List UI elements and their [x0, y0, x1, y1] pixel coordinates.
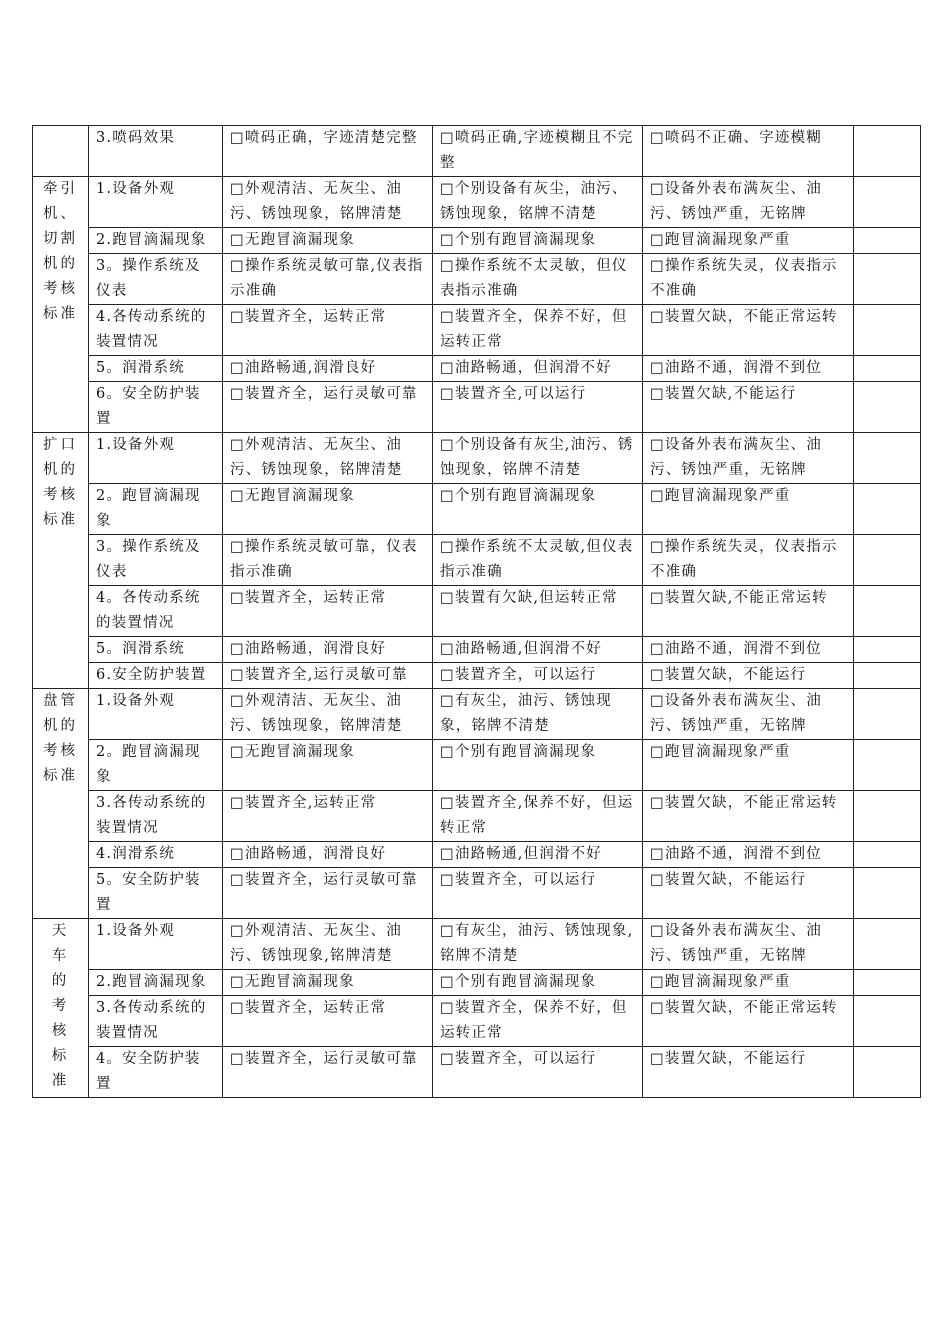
table-row — [33, 126, 921, 177]
fair-cell: □个别设备有灰尘，油污、锈蚀现象，铭牌不清楚 — [433, 177, 643, 228]
good-cell: □无跑冒滴漏现象 — [223, 970, 433, 996]
fair-cell: □喷码正确,字迹模糊且不完整 — [433, 126, 643, 177]
table-row — [33, 305, 921, 356]
score-cell — [854, 1047, 921, 1098]
good-cell: □装置齐全，运行灵敏可靠 — [223, 1047, 433, 1098]
score-cell — [854, 433, 921, 484]
score-cell — [854, 740, 921, 791]
score-cell — [854, 663, 921, 689]
poor-cell: □跑冒滴漏现象严重 — [643, 970, 854, 996]
fair-cell: □油路畅通，但润滑不好 — [433, 356, 643, 382]
poor-cell: □跑冒滴漏现象严重 — [643, 228, 854, 254]
item-cell: 5。润滑系统 — [89, 637, 223, 663]
score-cell — [854, 689, 921, 740]
fair-cell: □装置齐全，保养不好，但运转正常 — [433, 996, 643, 1047]
item-cell: 4。各传动系统的装置情况 — [89, 586, 223, 637]
poor-cell: □油路不通，润滑不到位 — [643, 842, 854, 868]
table-row — [33, 535, 921, 586]
poor-cell: □操作系统失灵，仪表指示不准确 — [643, 535, 854, 586]
score-cell — [854, 637, 921, 663]
group-title-cell: 盘管机的考核标准 — [33, 689, 89, 919]
score-cell — [854, 919, 921, 970]
table-row — [33, 382, 921, 433]
item-cell: 1.设备外观 — [89, 177, 223, 228]
table-row — [33, 663, 921, 689]
good-cell: □装置齐全，运转正常 — [223, 996, 433, 1047]
fair-cell: □操作系统不太灵敏，但仪表指示准确 — [433, 254, 643, 305]
table-row — [33, 484, 921, 535]
poor-cell: □装置欠缺，不能运行 — [643, 663, 854, 689]
table-row — [33, 1047, 921, 1098]
good-cell: □无跑冒滴漏现象 — [223, 484, 433, 535]
table-row — [33, 996, 921, 1047]
item-cell: 3。操作系统及仪表 — [89, 535, 223, 586]
good-cell: □喷码正确，字迹清楚完整 — [223, 126, 433, 177]
fair-cell: □装置有欠缺,但运转正常 — [433, 586, 643, 637]
good-cell: □操作系统灵敏可靠,仪表指示准确 — [223, 254, 433, 305]
table-row — [33, 637, 921, 663]
fair-cell: □装置齐全，可以运行 — [433, 663, 643, 689]
poor-cell: □装置欠缺，不能正常运转 — [643, 305, 854, 356]
group-title-cell: 牵引机、切割机的考核标准 — [33, 177, 89, 433]
item-cell: 6.安全防护装置 — [89, 663, 223, 689]
fair-cell: □装置齐全，可以运行 — [433, 868, 643, 919]
poor-cell: □装置欠缺，不能正常运转 — [643, 791, 854, 842]
fair-cell: □有灰尘，油污、锈蚀现象，铭牌不清楚 — [433, 689, 643, 740]
poor-cell: □跑冒滴漏现象严重 — [643, 484, 854, 535]
poor-cell: □装置欠缺，不能运行 — [643, 868, 854, 919]
good-cell: □油路畅通，润滑良好 — [223, 637, 433, 663]
poor-cell: □操作系统失灵，仪表指示不准确 — [643, 254, 854, 305]
item-cell: 3。操作系统及仪表 — [89, 254, 223, 305]
item-cell: 1.设备外观 — [89, 433, 223, 484]
fair-cell: □个别有跑冒滴漏现象 — [433, 740, 643, 791]
equipment-assessment-table — [32, 125, 921, 1098]
score-cell — [854, 484, 921, 535]
table-row — [33, 228, 921, 254]
table-row — [33, 919, 921, 970]
good-cell: □油路畅通,润滑良好 — [223, 356, 433, 382]
score-cell — [854, 382, 921, 433]
table-row — [33, 177, 921, 228]
score-cell — [854, 970, 921, 996]
score-cell — [854, 842, 921, 868]
poor-cell: □设备外表布满灰尘、油污、锈蚀严重，无铭牌 — [643, 689, 854, 740]
table-row — [33, 791, 921, 842]
fair-cell: □装置齐全，可以运行 — [433, 1047, 643, 1098]
good-cell: □装置齐全，运转正常 — [223, 586, 433, 637]
good-cell: □外观清洁、无灰尘、油污、锈蚀现象，铭牌清楚 — [223, 177, 433, 228]
table-row — [33, 586, 921, 637]
item-cell: 1.设备外观 — [89, 919, 223, 970]
fair-cell: □个别有跑冒滴漏现象 — [433, 484, 643, 535]
item-cell: 3.各传动系统的装置情况 — [89, 996, 223, 1047]
good-cell: □外观清洁、无灰尘、油污、锈蚀现象,铭牌清楚 — [223, 919, 433, 970]
poor-cell: □跑冒滴漏现象严重 — [643, 740, 854, 791]
group-title-cell: 扩口机的考核标准 — [33, 433, 89, 689]
poor-cell: □装置欠缺，不能正常运转 — [643, 996, 854, 1047]
item-cell: 2。跑冒滴漏现象 — [89, 484, 223, 535]
good-cell: □装置齐全，运行灵敏可靠 — [223, 382, 433, 433]
table-row — [33, 868, 921, 919]
group-title-cell: 天车的考核标准 — [33, 919, 89, 1098]
fair-cell: □操作系统不太灵敏,但仪表指示准确 — [433, 535, 643, 586]
fair-cell: □装置齐全,保养不好，但运转正常 — [433, 791, 643, 842]
score-cell — [854, 586, 921, 637]
table-row — [33, 356, 921, 382]
fair-cell: □个别有跑冒滴漏现象 — [433, 228, 643, 254]
fair-cell: □个别设备有灰尘,油污、锈蚀现象，铭牌不清楚 — [433, 433, 643, 484]
item-cell: 6。安全防护装置 — [89, 382, 223, 433]
fair-cell: □个别有跑冒滴漏现象 — [433, 970, 643, 996]
fair-cell: □有灰尘，油污、锈蚀现象,铭牌不清楚 — [433, 919, 643, 970]
score-cell — [854, 996, 921, 1047]
table-row — [33, 740, 921, 791]
score-cell — [854, 177, 921, 228]
good-cell: □装置齐全，运行灵敏可靠 — [223, 868, 433, 919]
table-row — [33, 842, 921, 868]
poor-cell: □设备外表布满灰尘、油污、锈蚀严重，无铭牌 — [643, 177, 854, 228]
item-cell: 3.喷码效果 — [89, 126, 223, 177]
table-row — [33, 254, 921, 305]
poor-cell: □设备外表布满灰尘、油污、锈蚀严重，无铭牌 — [643, 433, 854, 484]
table-row — [33, 433, 921, 484]
item-cell: 2.跑冒滴漏现象 — [89, 970, 223, 996]
score-cell — [854, 868, 921, 919]
poor-cell: □设备外表布满灰尘、油污、锈蚀严重，无铭牌 — [643, 919, 854, 970]
fair-cell: □油路畅通,但润滑不好 — [433, 637, 643, 663]
score-cell — [854, 126, 921, 177]
score-cell — [854, 791, 921, 842]
item-cell: 5。安全防护装置 — [89, 868, 223, 919]
table-body — [33, 126, 921, 1098]
score-cell — [854, 535, 921, 586]
good-cell: □装置齐全，运转正常 — [223, 305, 433, 356]
item-cell: 4。安全防护装置 — [89, 1047, 223, 1098]
score-cell — [854, 254, 921, 305]
fair-cell: □装置齐全,可以运行 — [433, 382, 643, 433]
table-row — [33, 689, 921, 740]
good-cell: □无跑冒滴漏现象 — [223, 740, 433, 791]
good-cell: □外观清洁、无灰尘、油污、锈蚀现象，铭牌清楚 — [223, 689, 433, 740]
item-cell: 2.跑冒滴漏现象 — [89, 228, 223, 254]
poor-cell: □油路不通，润滑不到位 — [643, 637, 854, 663]
group-title-cell — [33, 126, 89, 177]
poor-cell: □喷码不正确、字迹模糊 — [643, 126, 854, 177]
poor-cell: □装置欠缺,不能运行 — [643, 382, 854, 433]
good-cell: □装置齐全,运转正常 — [223, 791, 433, 842]
item-cell: 5。润滑系统 — [89, 356, 223, 382]
good-cell: □操作系统灵敏可靠，仪表指示准确 — [223, 535, 433, 586]
good-cell: □无跑冒滴漏现象 — [223, 228, 433, 254]
good-cell: □外观清洁、无灰尘、油污、锈蚀现象，铭牌清楚 — [223, 433, 433, 484]
good-cell: □装置齐全,运行灵敏可靠 — [223, 663, 433, 689]
item-cell: 1.设备外观 — [89, 689, 223, 740]
score-cell — [854, 228, 921, 254]
item-cell: 4.润滑系统 — [89, 842, 223, 868]
poor-cell: □油路不通，润滑不到位 — [643, 356, 854, 382]
score-cell — [854, 305, 921, 356]
item-cell: 2。跑冒滴漏现象 — [89, 740, 223, 791]
good-cell: □油路畅通，润滑良好 — [223, 842, 433, 868]
poor-cell: □装置欠缺,不能正常运转 — [643, 586, 854, 637]
item-cell: 3.各传动系统的装置情况 — [89, 791, 223, 842]
table-row — [33, 970, 921, 996]
item-cell: 4.各传动系统的装置情况 — [89, 305, 223, 356]
fair-cell: □油路畅通,但润滑不好 — [433, 842, 643, 868]
poor-cell: □装置欠缺，不能运行 — [643, 1047, 854, 1098]
score-cell — [854, 356, 921, 382]
fair-cell: □装置齐全，保养不好，但运转正常 — [433, 305, 643, 356]
